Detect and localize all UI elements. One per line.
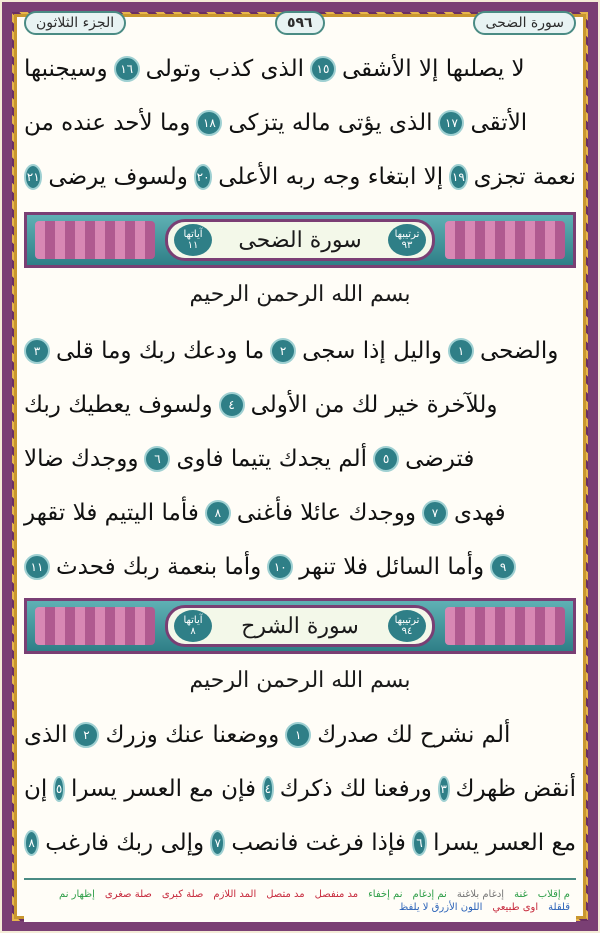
legend-item: صلة صغرى xyxy=(104,889,152,900)
legend-item: قلقلة xyxy=(548,902,570,913)
legend-item: نم إدغام xyxy=(412,889,447,900)
ayah-number-marker: ١ xyxy=(448,338,474,364)
surah-title: سورة الشرح xyxy=(241,613,359,639)
order-value: ٩٣ xyxy=(401,240,413,251)
text-line xyxy=(24,486,576,540)
juz-label: الجزء الثلاثون xyxy=(24,11,126,35)
surah-banner-sharh xyxy=(24,598,576,654)
ayah-number-marker: ٩ xyxy=(490,554,516,580)
verse-text: وأما بنعمة ربك فحدث xyxy=(56,554,262,580)
text-line xyxy=(24,540,576,594)
page-number: ٥٩٦ xyxy=(275,11,325,35)
ayah-number-marker: ١٥ xyxy=(310,56,336,82)
surah-label: سورة الضحى xyxy=(473,11,576,35)
text-line xyxy=(24,762,576,816)
verse-text: ووجدك ضالا xyxy=(24,446,139,472)
order-badge xyxy=(388,224,426,256)
verse-text: الذى كذب وتولى xyxy=(145,56,304,82)
legend-item: صلة كبرى xyxy=(161,889,204,900)
top-text-block xyxy=(24,42,576,204)
ayah-number-marker: ١١ xyxy=(24,554,50,580)
banner-ornament-right xyxy=(445,221,565,259)
ayah-number-marker: ١٧ xyxy=(438,110,464,136)
surah-sharh-text xyxy=(24,708,576,870)
verse-text: ووضعنا عنك وزرك xyxy=(105,722,280,748)
ayah-number-marker: ١٦ xyxy=(114,56,140,82)
verse-text: إن xyxy=(24,776,48,802)
verse-text: أنقض ظهرك xyxy=(455,776,576,802)
banner-center xyxy=(165,219,435,261)
verse-text: لا يصلىها إلا الأشقى xyxy=(342,56,525,82)
verse-text: وإلى ربك فارغب xyxy=(45,830,205,856)
verse-text: الذى xyxy=(24,722,68,748)
verse-text: ووجدك عائلا فأغنى xyxy=(236,500,416,526)
banner-center xyxy=(165,605,435,647)
banner-ornament-left xyxy=(35,221,155,259)
verse-text: فإن مع العسر يسرا xyxy=(70,776,257,802)
legend-item: مد منفصل xyxy=(314,889,359,900)
ayah-number-marker: ٧ xyxy=(210,830,225,856)
legend-item: المد اللازم xyxy=(213,889,257,900)
ayah-number-marker: ٣ xyxy=(438,776,450,802)
ayat-count-badge xyxy=(174,610,212,642)
order-badge xyxy=(388,610,426,642)
ayah-number-marker: ٢١ xyxy=(24,164,42,190)
ayah-number-marker: ٣ xyxy=(24,338,50,364)
verse-text: ألم يجدك يتيما فاوى xyxy=(176,446,368,472)
ayah-number-marker: ٤ xyxy=(219,392,245,418)
ayat-value: ٨ xyxy=(190,626,196,637)
ayah-number-marker: ١٩ xyxy=(449,164,467,190)
verse-text: الذى يؤتى ماله يتزكى xyxy=(228,110,433,136)
ayah-number-marker: ٧ xyxy=(422,500,448,526)
ayah-number-marker: ١٨ xyxy=(196,110,222,136)
order-label: ترتيبها xyxy=(394,229,420,240)
ayat-label: آياتها xyxy=(183,615,203,626)
legend-item: اللون الأزرق لا يلفظ xyxy=(398,902,483,913)
verse-text: ألم نشرح لك صدرك xyxy=(317,722,511,748)
text-line xyxy=(24,96,576,150)
ayah-number-marker: ٨ xyxy=(205,500,231,526)
legend-item: م إقلاب xyxy=(537,889,570,900)
legend-item: إظهار نم xyxy=(59,889,95,900)
text-line xyxy=(24,378,576,432)
legend-item: مد متصل xyxy=(266,889,305,900)
ayah-number-marker: ٦ xyxy=(144,446,170,472)
order-value: ٩٤ xyxy=(401,626,413,637)
verse-text: فترضى xyxy=(405,446,475,472)
text-line xyxy=(24,432,576,486)
verse-text: والضحى xyxy=(479,338,559,364)
verse-text: ورفعنا لك ذكرك xyxy=(279,776,432,802)
ayah-number-marker: ٦ xyxy=(412,830,427,856)
text-line xyxy=(24,816,576,870)
verse-text: ما ودعك ربك وما قلى xyxy=(56,338,265,364)
banner-ornament-left xyxy=(35,607,155,645)
page-header xyxy=(24,10,576,36)
ayat-count-badge xyxy=(174,224,212,256)
verse-text: نعمة تجزى xyxy=(473,164,576,190)
ayah-number-marker: ٢ xyxy=(270,338,296,364)
verse-text: ولسوف يرضى xyxy=(48,164,188,190)
ayah-number-marker: ٥ xyxy=(53,776,65,802)
verse-text: وسيجنبها xyxy=(24,56,108,82)
verse-text: ولسوف يعطيك ربك xyxy=(24,392,213,418)
verse-text: إلا ابتغاء وجه ربه الأعلى xyxy=(218,164,444,190)
verse-text: وللآخرة خير لك من الأولى xyxy=(250,392,498,418)
ayah-number-marker: ٢٠ xyxy=(194,164,212,190)
verse-text: الأتقى xyxy=(470,110,528,136)
legend-item: إدغام بلاغنة xyxy=(456,889,505,900)
text-line xyxy=(24,324,576,378)
ayah-number-marker: ٥ xyxy=(373,446,399,472)
verse-text: وأما السائل فلا تنهر xyxy=(299,554,485,580)
basmala: بسم الله الرحمن الرحيم xyxy=(189,282,411,307)
surah-title: سورة الضحى xyxy=(238,227,362,253)
verse-text: فهدى xyxy=(453,500,506,526)
tajweed-legend xyxy=(24,878,576,922)
surah-banner-duha xyxy=(24,212,576,268)
ayat-value: ١١ xyxy=(187,240,199,251)
order-label: ترتيبها xyxy=(394,615,420,626)
ayah-number-marker: ٢ xyxy=(73,722,99,748)
text-line xyxy=(24,708,576,762)
basmala: بسم الله الرحمن الرحيم xyxy=(189,668,411,693)
ayat-label: آياتها xyxy=(183,229,203,240)
legend-item: نم إخفاء xyxy=(368,889,403,900)
verse-text: واليل إذا سجى xyxy=(302,338,442,364)
verse-text: مع العسر يسرا xyxy=(433,830,577,856)
surah-duha-text xyxy=(24,324,576,594)
text-line xyxy=(24,150,576,204)
verse-text: وما لأحد عنده من xyxy=(24,110,191,136)
banner-ornament-right xyxy=(445,607,565,645)
verse-text: فأما اليتيم فلا تقهر xyxy=(24,500,199,526)
text-line xyxy=(24,42,576,96)
verse-text: فإذا فرغت فانصب xyxy=(231,830,406,856)
legend-item: غنة xyxy=(514,889,528,900)
ayah-number-marker: ٨ xyxy=(24,830,39,856)
legend-item: اوى طبيعي xyxy=(492,902,539,913)
ayah-number-marker: ٤ xyxy=(262,776,274,802)
ayah-number-marker: ١٠ xyxy=(267,554,293,580)
ayah-number-marker: ١ xyxy=(285,722,311,748)
